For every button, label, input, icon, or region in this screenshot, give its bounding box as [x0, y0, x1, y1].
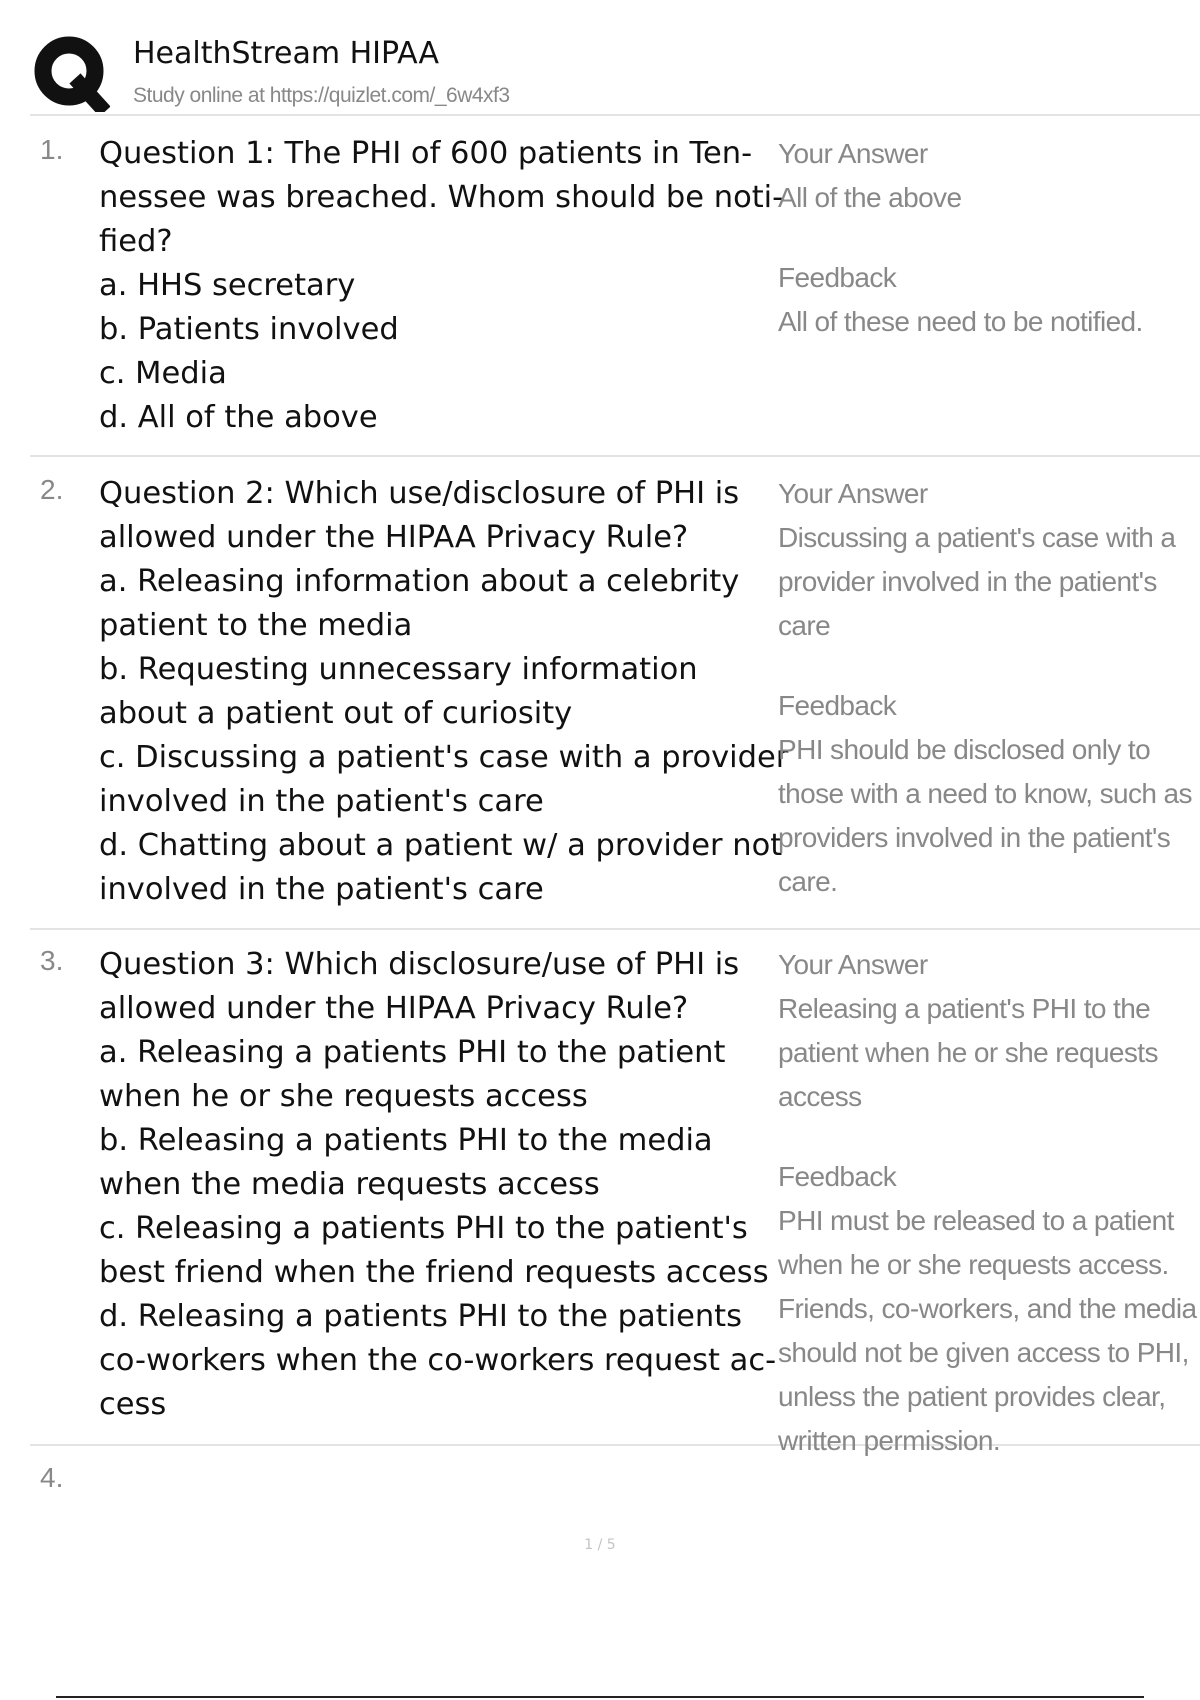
- flashcard-3: [30, 943, 1200, 1456]
- study-online-link[interactable]: Study online at https://quizlet.com/_6w4xf3: [133, 84, 510, 107]
- your-answer-value: All of the above: [778, 182, 962, 213]
- bottom-divider: [56, 1696, 1144, 1698]
- question-text: Question 2: Which use/disclosure of PHI is allowed under the HIPAA Privacy Rule? a. Releasing information about a celebrity patient to the media b. Requesting unnecessary information about a patient out of curiosity c. Discussing a patient's case with a provider involved in the patient's care d. Chatting about a patient w/ a provider not involved in the patient's care: [99, 476, 789, 907]
- feedback-label: Feedback: [778, 1161, 897, 1192]
- your-answer-label: Your Answer: [778, 949, 928, 980]
- feedback-label: Feedback: [778, 262, 897, 293]
- question-text: Question 1: The PHI of 600 patients in Ten- nessee was breached. Whom should be noti- fied? a. HHS secretary b. Patients involved c. Media d. All of the above: [99, 136, 784, 435]
- quizlet-logo-icon: [32, 34, 110, 112]
- question-text: Question 3: Which disclosure/use of PHI is allowed under the HIPAA Privacy Rule? a. Releasing a patients PHI to the patient when he or she requests access b. Releasing a patients PHI to the media when the media requests access c. Releasing a patients PHI to the patient's best friend when the friend requests access d. Releasing a patients PHI to the patients co-workers when the co-workers request ac- cess: [99, 947, 777, 1422]
- set-title: HealthStream HIPAA: [133, 36, 440, 71]
- flashcard-1: [30, 132, 1200, 457]
- your-answer-value: Releasing a patient's PHI to the patient when he or she requests access: [778, 993, 1158, 1112]
- page-header: [30, 28, 1200, 116]
- feedback-value: PHI must be released to a patient when he or she requests access. Friends, co-workers, and the media should not be given access to PHI, unless the patient provides clear, written permission.: [778, 1205, 1197, 1456]
- answer-panel: [778, 132, 1188, 344]
- flashcard-4: [30, 1460, 1200, 1520]
- card-number: 1.: [40, 134, 64, 165]
- card-number: 2.: [40, 474, 64, 505]
- feedback-value: PHI should be disclosed only to those with a need to know, such as providers involved in the patient's care.: [778, 734, 1192, 897]
- your-answer-label: Your Answer: [778, 138, 928, 169]
- answer-panel: [778, 472, 1200, 904]
- feedback-value: All of these need to be notified.: [778, 306, 1143, 337]
- your-answer-value: Discussing a patient's case with a provider involved in the patient's care: [778, 522, 1176, 641]
- feedback-label: Feedback: [778, 690, 897, 721]
- flashcard-2: [30, 472, 1200, 930]
- card-number: 3.: [40, 945, 64, 976]
- answer-panel: [778, 943, 1198, 1463]
- card-number: 4.: [40, 1462, 64, 1493]
- your-answer-label: Your Answer: [778, 478, 928, 509]
- page-number: 1 / 5: [584, 1537, 616, 1553]
